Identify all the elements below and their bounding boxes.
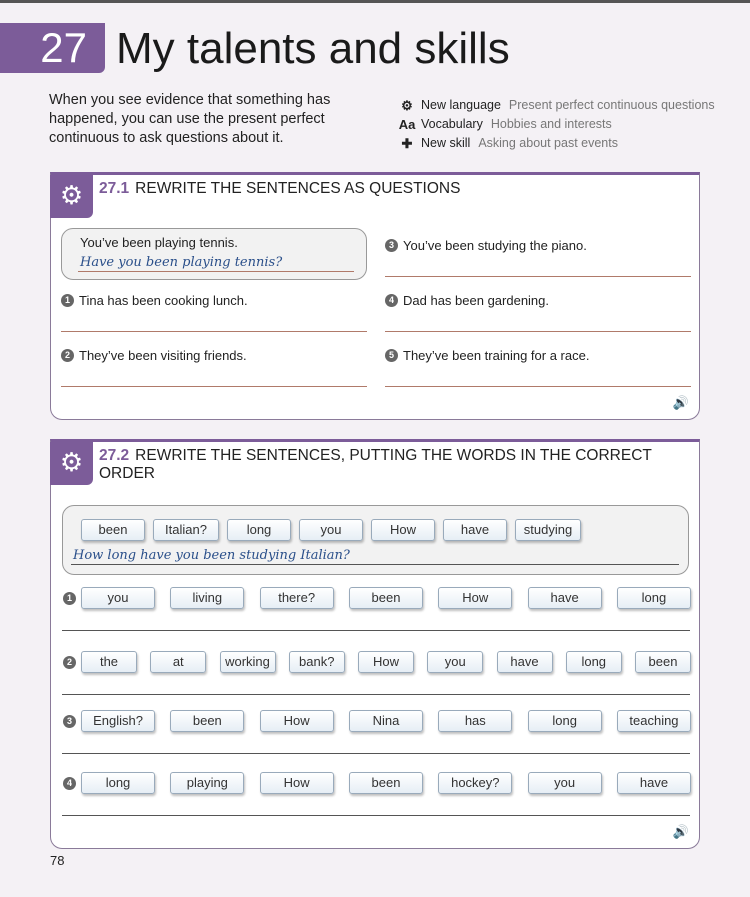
meta-label: Vocabulary: [421, 117, 483, 131]
answer-line-2[interactable]: [61, 386, 367, 387]
word-tile[interactable]: have: [617, 772, 691, 794]
word-tile[interactable]: you: [528, 772, 602, 794]
word-tile[interactable]: studying: [515, 519, 581, 541]
item-5: 5 They’ve been training for a race.: [385, 348, 589, 363]
word-tile[interactable]: has: [438, 710, 512, 732]
word-tile[interactable]: Italian?: [153, 519, 219, 541]
page-title: My talents and skills: [116, 24, 510, 73]
meta-label: New language: [421, 98, 501, 112]
item-4: 4 Dad has been gardening.: [385, 293, 549, 308]
puzzle-icon: ✚: [401, 136, 413, 151]
word-tile[interactable]: long: [227, 519, 291, 541]
speaker-icon[interactable]: 🔊: [672, 824, 689, 839]
word-tile[interactable]: How: [260, 710, 334, 732]
word-tiles-row-3: [81, 710, 691, 732]
word-tile[interactable]: long: [617, 587, 691, 609]
word-tile[interactable]: long: [81, 772, 155, 794]
word-tile[interactable]: at: [150, 651, 206, 673]
word-tile[interactable]: been: [635, 651, 691, 673]
word-tiles-row-2: [81, 651, 691, 673]
meta-new-language: [397, 96, 715, 115]
word-tile[interactable]: English?: [81, 710, 155, 732]
answer-line-2[interactable]: [62, 694, 690, 695]
word-tile[interactable]: have: [443, 519, 507, 541]
word-tile[interactable]: long: [528, 710, 602, 732]
item-number: 2: [63, 656, 76, 669]
word-tiles-row-1: [81, 587, 691, 609]
word-tile[interactable]: bank?: [289, 651, 345, 673]
example-box: [62, 505, 689, 575]
page-number: 78: [50, 853, 65, 868]
gears-icon: ⚙: [401, 98, 413, 113]
item-number: 4: [63, 777, 76, 790]
word-tile[interactable]: been: [81, 519, 145, 541]
unit-number: 27: [0, 23, 105, 73]
word-tiles-row-4: [81, 772, 691, 794]
word-tile[interactable]: How: [358, 651, 414, 673]
aa-icon: Aa: [398, 117, 416, 132]
answer-line-5[interactable]: [385, 386, 691, 387]
exercise-27-1: [50, 172, 700, 420]
item-3: 3 You’ve been studying the piano.: [385, 238, 587, 253]
word-tile[interactable]: playing: [170, 772, 244, 794]
word-tile[interactable]: How: [371, 519, 435, 541]
answer-line: [71, 564, 679, 565]
word-tile[interactable]: teaching: [617, 710, 691, 732]
item-number: 3: [63, 715, 76, 728]
meta-new-skill: [397, 134, 715, 153]
answer-line-3[interactable]: [62, 753, 690, 754]
answer-line-4[interactable]: [62, 815, 690, 816]
item-1: 1 Tina has been cooking lunch.: [61, 293, 248, 308]
word-tile[interactable]: been: [170, 710, 244, 732]
word-tile[interactable]: the: [81, 651, 137, 673]
answer-line-1[interactable]: [61, 331, 367, 332]
gear-icon: ⚙: [50, 442, 93, 485]
meta-vocabulary: [397, 115, 715, 134]
exercise-heading: 27.1 REWRITE THE SENTENCES AS QUESTIONS: [99, 180, 461, 197]
word-tile[interactable]: been: [349, 772, 423, 794]
exercise-27-2: [50, 439, 700, 849]
unit-meta: [397, 96, 715, 153]
example-word-tiles: [81, 519, 581, 541]
word-tile[interactable]: there?: [260, 587, 334, 609]
exercise-heading: 27.2 REWRITE THE SENTENCES, PUTTING THE WORDS IN THE CORRECT ORDER: [99, 447, 652, 482]
word-tile[interactable]: you: [299, 519, 363, 541]
word-tile[interactable]: you: [81, 587, 155, 609]
example-answer: How long have you been studying Italian?: [73, 548, 350, 563]
gear-icon: ⚙: [50, 175, 93, 218]
word-tile[interactable]: long: [566, 651, 622, 673]
word-tile[interactable]: you: [427, 651, 483, 673]
answer-line-1[interactable]: [62, 630, 690, 631]
meta-value: Asking about past events: [478, 136, 618, 150]
word-tile[interactable]: How: [260, 772, 334, 794]
speaker-icon[interactable]: 🔊: [672, 395, 689, 410]
word-tile[interactable]: working: [220, 651, 276, 673]
word-tile[interactable]: have: [497, 651, 553, 673]
meta-value: Hobbies and interests: [490, 117, 612, 131]
word-tile[interactable]: been: [349, 587, 423, 609]
answer-line-3[interactable]: [385, 276, 691, 277]
meta-label: New skill: [421, 136, 471, 150]
example-answer: Have you been playing tennis?: [80, 255, 283, 270]
intro-text: When you see evidence that something has happened, you can use the present perfect continuous to ask questions about it.: [49, 92, 331, 146]
example-box: [61, 228, 367, 280]
top-border: [0, 0, 750, 3]
word-tile[interactable]: Nina: [349, 710, 423, 732]
word-tile[interactable]: have: [528, 587, 602, 609]
answer-line: [78, 271, 354, 272]
meta-value: Present perfect continuous questions: [508, 98, 715, 112]
item-number: 1: [63, 592, 76, 605]
answer-line-4[interactable]: [385, 331, 691, 332]
word-tile[interactable]: living: [170, 587, 244, 609]
word-tile[interactable]: hockey?: [438, 772, 512, 794]
example-prompt: You’ve been playing tennis.: [80, 235, 238, 250]
item-2: 2 They’ve been visiting friends.: [61, 348, 247, 363]
word-tile[interactable]: How: [438, 587, 512, 609]
